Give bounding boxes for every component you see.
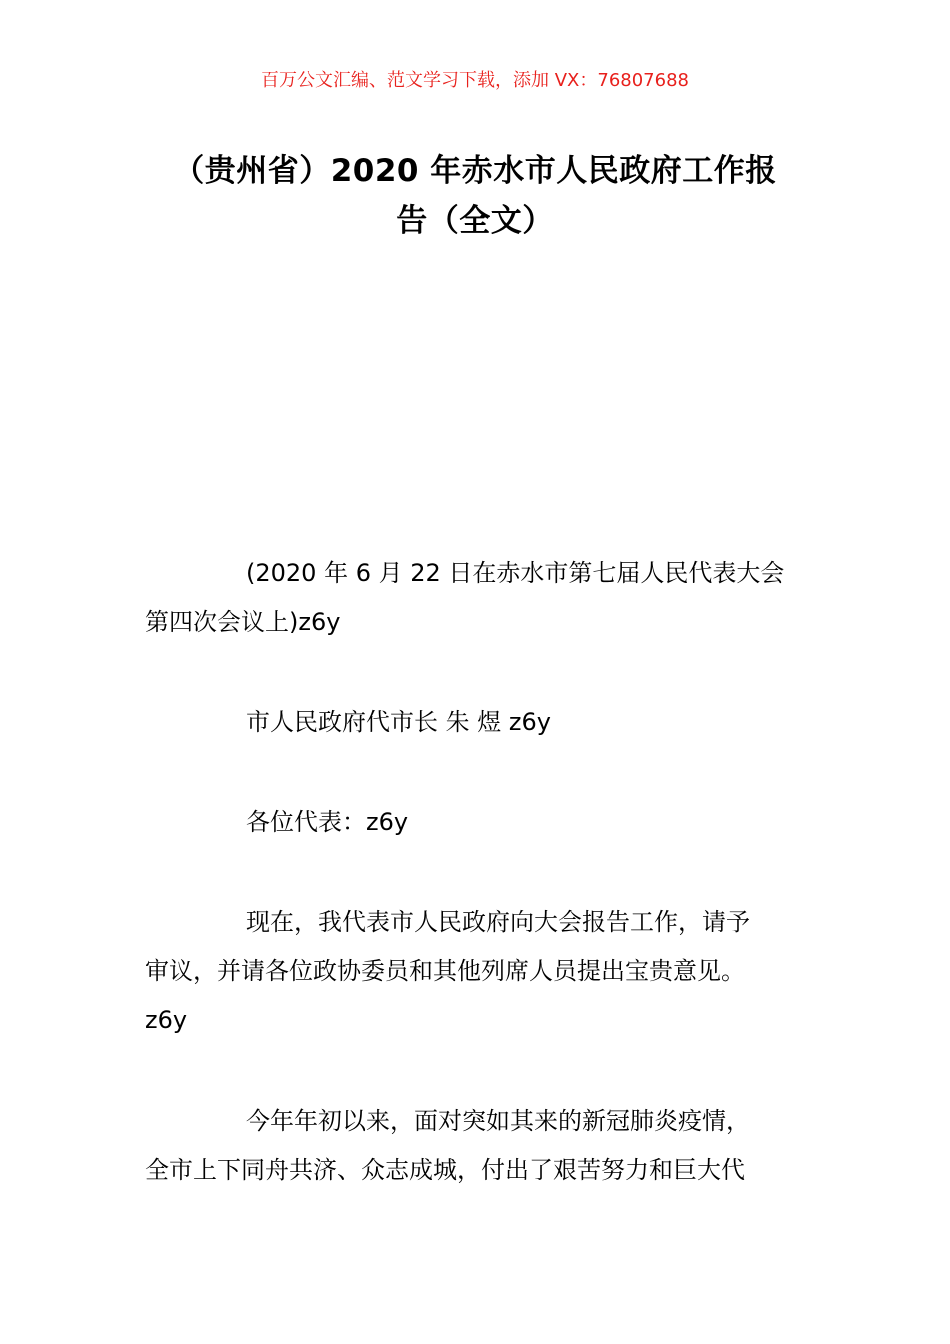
paragraph-1-line-2: 第四次会议上)z6y xyxy=(145,608,341,636)
header-banner: 百万公文汇编、范文学习下载，添加 VX：76807688 xyxy=(261,70,689,91)
paragraph-2-line-1: 市人民政府代市长 朱 煜 z6y xyxy=(246,708,551,736)
paragraph-5-line-1: 今年年初以来，面对突如其来的新冠肺炎疫情， xyxy=(246,1107,750,1135)
paragraph-3-line-1: 各位代表：z6y xyxy=(246,808,409,836)
paragraph-4-line-1: 现在，我代表市人民政府向大会报告工作，请予 xyxy=(246,908,750,936)
paragraph-1-line-1: (2020 年 6 月 22 日在赤水市第七届人民代表大会 xyxy=(246,559,785,587)
document-title-line-1: （贵州省）2020 年赤水市人民政府工作报 xyxy=(173,153,777,189)
paragraph-5-line-2: 全市上下同舟共济、众志成城，付出了艰苦努力和巨大代 xyxy=(145,1156,745,1184)
paragraph-4-line-3: z6y xyxy=(145,1006,188,1034)
document-title-line-2: 告（全文） xyxy=(396,203,554,239)
paragraph-4-line-2: 审议，并请各位政协委员和其他列席人员提出宝贵意见。 xyxy=(145,957,745,985)
